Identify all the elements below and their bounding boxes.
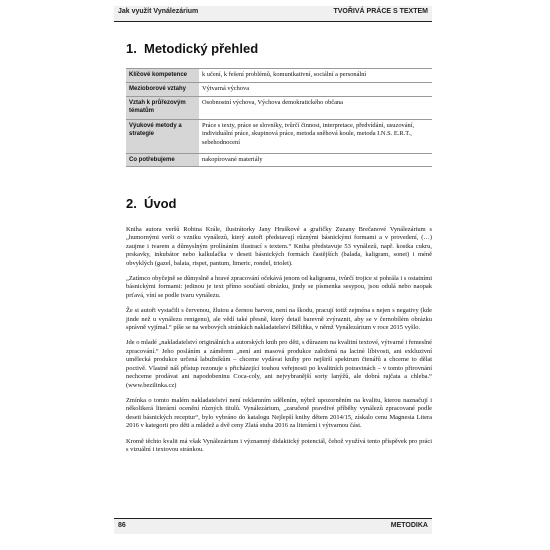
table-key: Vztah k průřezovým tématům — [126, 97, 199, 120]
table-key: Klíčové kompetence — [126, 69, 199, 83]
table-key: Co potřebujeme — [126, 154, 199, 167]
header-chapter-title: TVOŘIVÁ PRÁCE S TEXTEM — [333, 8, 428, 15]
section-number: 2. — [126, 196, 137, 211]
paragraph: Kromě těchto kvalit má však Vynálezárium i významný didaktický potenciál, čehož využívá tento příspěvek pro práci s vizuální i textovou stránkou. — [126, 437, 432, 453]
section-heading-methodology — [126, 41, 258, 56]
section-number: 1. — [126, 41, 137, 56]
methodology-table — [126, 68, 432, 167]
paragraph: Jde o mladé „nakladatelství originálních a autorských knih pro děti, s důrazem na kvalitní textové, výtvarné i řemeslné zpracování.“ Jeho posláním a záměrem „není ani masová produkce založená na laciné líbivosti, ani exkluzivní umělecká produkce určená labužníkům – chceme vydávat knihy pro nejširší spektrum čtenářů a chceme to dělat poctivě. Vlastně náš přístup rezonuje s přicházející touhou veřejnosti po kvalitních potravinách – v tomto přirovnání nechceme prodávat ani napodobeninu Coca-coly, ani nejvybranější sorty lanýžů, ale dobrá rajčata a chleba.“ (www.bezilinka.cz) — [126, 339, 432, 389]
section-heading-introduction — [126, 196, 177, 211]
table-row — [126, 154, 432, 167]
header-book-title: Jak využít Vynálezárium — [118, 8, 199, 15]
paragraph: Zmínka o tomto malém nakladatelství není reklamním sdělením, nýbrž upozorněním na kvalitu, kterou naznačují i několikerá literární ocenění různých titulů. Vynálezárium, „zaručeně pravdivé příběhy vynálezů zpracované podle deseti básnických receptur“, bylo vybráno do katalogu Nejlepší knihy dětem 2014/15, získalo cenu Magnesia Litera 2016 v kategorii pro děti a mládež a dvě ceny Zlatá stuha 2016 za literární i výtvarnou část. — [126, 396, 432, 430]
section-title: Úvod — [144, 196, 177, 211]
table-value: k učení, k řešení problémů, komunikativní, sociální a personální — [199, 69, 432, 83]
table-row — [126, 120, 432, 154]
table-value: Práce s texty, práce se slovníky, tvůrčí činnost, interpretace, předvídání, usuzování, individuální práce, skupinová práce, metoda sněhová koule, metoda I.N.S. E.R.T., sebehodnocení — [199, 120, 432, 154]
table-key: Výukové metody a strategie — [126, 120, 199, 154]
paragraph: Že si autoři vystačili s červenou, žlutou a černou barvou, není na škodu, pracují totiž zejména s nejen s negativy (kde jinde než u vynálezu rentgenu), ale vědí také přesně, který detail barevně zvýraznit, aby se v černobílém obrázku správně vyjímal.“ píše se na webových stránkách nakladatelství Běliňka, v němž Vynálezárium v roce 2015 vyšlo. — [126, 307, 432, 332]
table-row — [126, 97, 432, 120]
running-footer — [114, 518, 432, 534]
footer-section: METODIKA — [390, 522, 428, 529]
table-row — [126, 69, 432, 83]
page-number: 86 — [118, 522, 126, 529]
table-value: Výtvarná výchova — [199, 83, 432, 97]
table-value: Osobnostní výchova, Výchova demokratického občana — [199, 97, 432, 120]
running-header — [114, 6, 432, 22]
paragraph: Kniha autora veršů Robina Krále, ilustrátorky Jany Hruškové a grafičky Zuzany Brečanové Vynálezárium s „humornými verši o vzniku vynálezů, který autoři představují různými básnickými formami a v provedení, (…) zaujme i tvarem a důmyslným prolínáním ilustrací s textem.“ Kniha představuje 53 vynálezů, např. kostka cukru, prskavky, inkubátor nebo kalkulačka v deseti básnických formách častějších (balada, kaligram, sonet) i méně obvyklých (gazel, balata, rispet, pantum, limeric, rondel, triolet). — [126, 226, 432, 267]
introduction-body — [126, 226, 432, 461]
table-value: nakopírované materiály — [199, 154, 432, 167]
table-key: Mezioborové vztahy — [126, 83, 199, 97]
section-title: Metodický přehled — [144, 41, 259, 56]
table-row — [126, 83, 432, 97]
paragraph: „Zatímco obyčejně se důmyslně a hravé zpracování očekává jenom od kaligramu, tvůrčí trojice si pohrála i s ostatními básnickými formami: jedinou je text přímo součástí obrázku, jindy se písmenka sesypou, jsou odulá nebo naopak prťavá, víní se podle tvaru vynálezu. — [126, 275, 432, 299]
